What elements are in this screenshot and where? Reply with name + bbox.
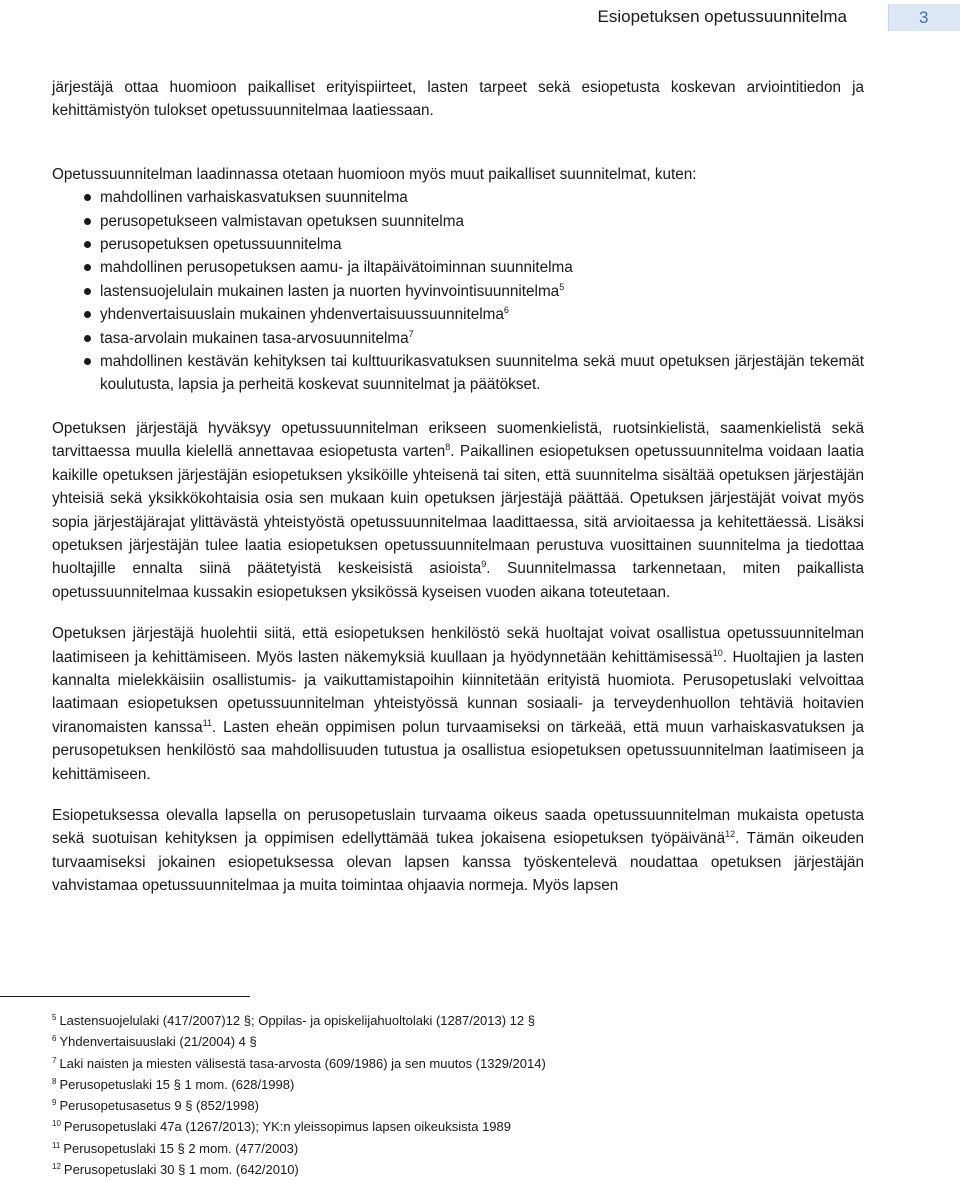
plans-list — [52, 186, 864, 397]
list-item: mahdollinen perusopetuksen aamu- ja iltapäivätoiminnan suunnitelma — [52, 256, 864, 279]
footnote: $^{10}$ Perusopetuslaki 47a (1267/2013); YK:n yleissopimus lapsen oikeuksista 1989 — [52, 1119, 511, 1135]
footnote: $^5$ Lastensuojelulaki (417/2007)12 §; Oppilas- ja opiskelijahuoltolaki (1287/2013) 12 § — [52, 1013, 535, 1028]
list-item: yhdenvertaisuuslain mukainen yhdenvertaisuussuunnitelma$^6$ — [52, 303, 864, 326]
footnote-ref: 10 — [712, 647, 723, 658]
footnote: $^7$ Laki naisten ja miesten välisestä tasa-arvosta (609/1986) ja sen muutos (1329/2014) — [52, 1055, 546, 1071]
list-item: tasa-arvolain mukainen tasa-arvosuunnitelma$^7$ — [52, 327, 864, 350]
footnote-ref: 11 — [202, 717, 212, 728]
footnote: $^9$ Perusopetusasetus 9 § (852/1998) — [52, 1098, 259, 1114]
header-title: Esiopetuksen opetussuunnitelma — [597, 7, 847, 26]
footnote-separator — [0, 996, 250, 997]
footnote-ref: 12 — [725, 829, 736, 840]
page-header — [0, 0, 960, 36]
list-item: perusopetukseen valmistavan opetuksen suunnitelma — [52, 210, 864, 233]
list-item: perusopetuksen opetussuunnitelma — [52, 233, 864, 256]
list-item: lastensuojelulain mukainen lasten ja nuorten hyvinvointisuunnitelma$^5$ — [52, 280, 864, 303]
body-text — [52, 76, 864, 916]
footnote: $^8$ Perusopetuslaki 15 § 1 mom. (628/1998) — [52, 1076, 295, 1092]
footnote-ref: 9 — [481, 559, 487, 570]
page-number: 3 — [888, 4, 960, 31]
paragraph-3: Opetuksen järjestäjä hyväksyy opetussuunnitelman erikseen suomenkielistä, ruotsinkielistä, saamenkielistä sekä tarvittaessa muulla kielellä annettavaa esiopetusta varten$^8$. Paikallinen esiopetuksen opetussuunnitelma voidaan laatia kaikille opetuksen järjestäjän esiopetuksen yksiköille yhteisenä tai siten, että suunnitelma sisältää opetuksen järjestäjän yhteisiä sekä yksikkökohtaisia osia sen mukaan kuin opetuksen järjestäjä päättää. Opetuksen järjestäjät voivat myös sopia järjestäjärajat ylittävästä yhteistyöstä opetussuunnitelmaa laadittaessa, sitä arvioitaessa ja kehitettäessä. Lisäksi opetuksen järjestäjän tulee laatia esiopetuksen opetussuunnitelmaan perustuva vuosittainen suunnitelma ja tiedottaa huoltajille ennalta siinä päätetyistä keskeisistä asioista$^9$. Suunnitelmassa tarkennetaan, miten paikallista opetussuunnitelmaa kussakin esiopetuksen yksikössä kyseisen vuoden aikana toteutetaan. — [52, 419, 865, 601]
paragraph-2-lead: Opetussuunnitelman laadinnassa otetaan huomioon myös muut paikalliset suunnitelmat, kuten: — [52, 165, 697, 183]
list-item: mahdollinen varhaiskasvatuksen suunnitelma — [52, 186, 864, 209]
footnote: $^{12}$ Perusopetuslaki 30 § 1 mom. (642/2010) — [52, 1162, 299, 1178]
footnote-ref: 8 — [445, 442, 451, 453]
footnote: $^6$ Yhdenvertaisuuslaki (21/2004) 4 § — [52, 1034, 257, 1050]
footnote-ref: 6 — [503, 305, 509, 316]
paragraph-5: Esiopetuksessa olevalla lapsella on perusopetuslain turvaama oikeus saada opetussuunnitelman mukaista opetusta sekä suotuisan kehityksen ja oppimisen edellyttämää tukea jokaisena esiopetuksen työpäivänä$^{12}$. Tämän oikeuden turvaamiseksi jokainen esiopetuksessa olevan lapsen kanssa työskentelevä noudattaa opetuksen järjestäjän vahvistamaa opetussuunnitelmaa ja muita toimintaa ohjaavia normeja. Myös lapsen — [52, 806, 864, 895]
footnote-ref: 7 — [408, 328, 414, 339]
footnotes — [52, 1010, 546, 1180]
list-item: mahdollinen kestävän kehityksen tai kulttuurikasvatuksen suunnitelma sekä muut opetuksen järjestäjän tekemät koulutusta, lapsia ja perheitä koskevat suunnitelmat ja päätökset. — [52, 350, 864, 397]
footnote: $^{11}$ Perusopetuslaki 15 § 2 mom. (477/2003) — [52, 1140, 299, 1156]
paragraph-1: järjestäjä ottaa huomioon paikalliset erityispiirteet, lasten tarpeet sekä esiopetusta koskevan arviointitiedon ja kehittämistyön tulokset opetussuunnitelmaa laatiessaan. — [52, 79, 864, 120]
paragraph-4: Opetuksen järjestäjä huolehtii siitä, että esiopetuksen henkilöstö sekä huoltajat voivat osallistua opetussuunnitelman laatimiseen ja kehittämiseen. Myös lasten näkemyksiä kuullaan ja hyödynnetään kehittämisessä$^{10}$. Huoltajien ja lasten kannalta mielekkäisiin osallistumis- ja vaikuttamistapoihin kiinnitetään erityistä huomiota. Perusopetuslaki velvoittaa laatimaan esiopetuksen opetussuunnitelman yhteistyössä kunnan sosiaali- ja terveydenhuollon tehtäviä hoitavien viranomaisten kanssa$^{11}$. Lasten eheän oppimisen polun turvaamiseksi on tärkeää, että muun varhaiskasvatuksen ja perusopetuksen henkilöstö saa mahdollisuuden tutustua ja osallistua esiopetuksen opetussuunnitelman laatimiseen ja kehittämiseen. — [52, 625, 864, 783]
footnote-ref: 5 — [559, 281, 565, 292]
